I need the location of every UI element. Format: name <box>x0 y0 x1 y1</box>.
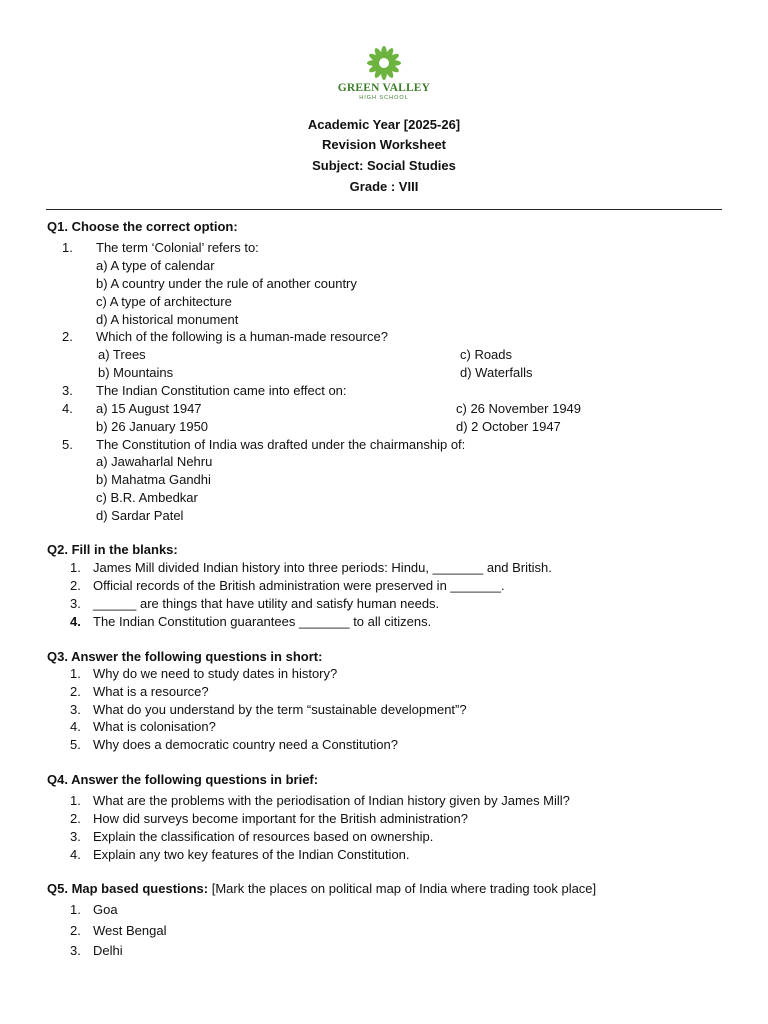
flower-emblem-icon <box>364 44 404 82</box>
q2-title: Q2. Fill in the blanks: <box>47 542 178 557</box>
q5-item: West Bengal <box>93 923 167 938</box>
q3-title: Q3. Answer the following questions in short: <box>47 649 323 664</box>
q3-item-number: 3. <box>70 702 81 717</box>
q4-item: How did surveys become important for the British administration? <box>93 811 468 826</box>
q1-item-5-option: d) Sardar Patel <box>96 508 184 523</box>
q1-item-1-question: The term ‘Colonial’ refers to: <box>96 240 259 255</box>
grade: Grade : VIII <box>349 179 419 194</box>
q2-item: James Mill divided Indian history into three periods: Hindu, _______ and British. <box>93 560 552 575</box>
q3-item-number: 5. <box>70 737 81 752</box>
q1-item-1-option: a) A type of calendar <box>96 258 215 273</box>
q1-item-number: 1. <box>62 240 73 255</box>
q1-item-2-option: c) Roads <box>460 347 513 362</box>
q5-note: [Mark the places on political map of India where trading took place] <box>211 881 597 896</box>
q1-item-2-option: b) Mountains <box>98 365 174 380</box>
q4-title: Q4. Answer the following questions in brief: <box>47 772 319 787</box>
q3-item: What do you understand by the term “sustainable development”? <box>93 702 467 717</box>
school-name: GREEN VALLEY <box>337 82 431 94</box>
q3-item: What is a resource? <box>93 684 209 699</box>
q5-title: Q5. Map based questions: <box>47 881 209 896</box>
subject: Subject: Social Studies <box>312 158 456 173</box>
q2-item-number: 4. <box>70 614 81 629</box>
q1-item-1-option: d) A historical monument <box>96 312 239 327</box>
q2-item: ______ are things that have utility and satisfy human needs. <box>93 596 440 611</box>
q5-heading <box>47 880 596 898</box>
worksheet-title: Revision Worksheet <box>321 137 447 152</box>
q3-item-number: 1. <box>70 666 81 681</box>
q2-item-number: 2. <box>70 578 81 593</box>
academic-year: Academic Year [2025-26] <box>307 117 461 132</box>
q1-item-4-option: c) 26 November 1949 <box>456 401 582 416</box>
q1-item-2-question: Which of the following is a human-made resource? <box>96 329 388 344</box>
q4-item-number: 3. <box>70 829 81 844</box>
q5-item: Goa <box>93 902 118 917</box>
q1-item-4-option: b) 26 January 1950 <box>96 419 209 434</box>
q1-item-number: 2. <box>62 329 73 344</box>
q5-item: Delhi <box>93 943 123 958</box>
q4-item-number: 4. <box>70 847 81 862</box>
q1-item-2-option: a) Trees <box>98 347 146 362</box>
q1-item-5-option: a) Jawaharlal Nehru <box>96 454 213 469</box>
q1-item-1-option: c) A type of architecture <box>96 294 232 309</box>
q1-item-3-question: The Indian Constitution came into effect on: <box>96 383 347 398</box>
q1-item-1-option: b) A country under the rule of another country <box>96 276 357 291</box>
q1-item-number: 5. <box>62 437 73 452</box>
q1-item-4-option: d) 2 October 1947 <box>456 419 561 434</box>
q1-item-number: 4. <box>62 401 73 416</box>
q3-item-number: 2. <box>70 684 81 699</box>
q2-item: Official records of the British administration were preserved in _______. <box>93 578 505 593</box>
q4-item: Explain any two key features of the Indian Constitution. <box>93 847 410 862</box>
q3-item-number: 4. <box>70 719 81 734</box>
header-divider <box>46 209 722 210</box>
q1-item-5-question: The Constitution of India was drafted under the chairmanship of: <box>96 437 466 452</box>
q2-item-number: 3. <box>70 596 81 611</box>
q1-item-number: 3. <box>62 383 73 398</box>
school-logo <box>336 44 432 104</box>
q1-item-4-option: a) 15 August 1947 <box>96 401 202 416</box>
q1-title: Q1. Choose the correct option: <box>47 219 238 234</box>
q5-item-number: 2. <box>70 923 81 938</box>
q3-item: Why does a democratic country need a Constitution? <box>93 737 398 752</box>
q4-item: What are the problems with the periodisation of Indian history given by James Mill? <box>93 793 570 808</box>
q3-item: Why do we need to study dates in history? <box>93 666 338 681</box>
q1-item-2-option: d) Waterfalls <box>460 365 533 380</box>
q5-item-number: 1. <box>70 902 81 917</box>
q1-item-5-option: b) Mahatma Gandhi <box>96 472 211 487</box>
q5-item-number: 3. <box>70 943 81 958</box>
q4-item: Explain the classification of resources based on ownership. <box>93 829 434 844</box>
q4-item-number: 1. <box>70 793 81 808</box>
q2-item: The Indian Constitution guarantees _______ to all citizens. <box>93 614 432 629</box>
q2-item-number: 1. <box>70 560 81 575</box>
q1-item-5-option: c) B.R. Ambedkar <box>96 490 198 505</box>
school-subtitle: HIGH SCHOOL <box>359 95 409 101</box>
q3-item: What is colonisation? <box>93 719 216 734</box>
q4-item-number: 2. <box>70 811 81 826</box>
